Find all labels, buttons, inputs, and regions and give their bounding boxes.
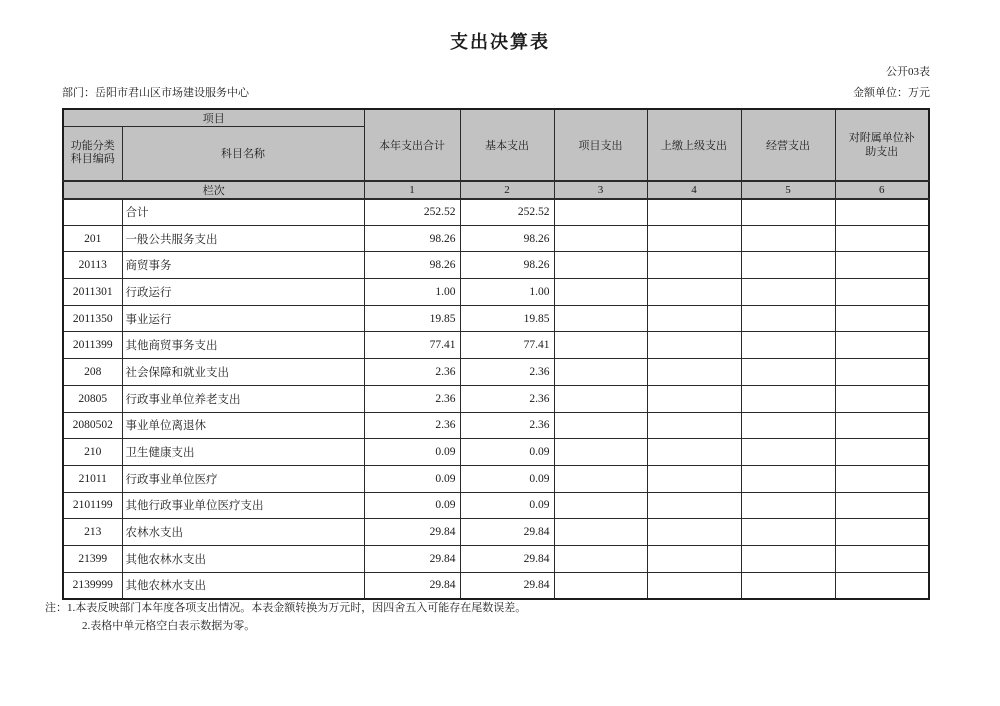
cell-subsidy xyxy=(835,279,929,306)
header-col-subsidy-label: 对附属单位补助支出 xyxy=(848,131,915,158)
cell-subject-name: 其他农林水支出 xyxy=(122,545,364,572)
cell-upper-level xyxy=(647,465,741,492)
cell-operating xyxy=(741,279,835,306)
cell-subject-name: 行政运行 xyxy=(122,279,364,306)
cell-code: 20113 xyxy=(63,252,122,279)
cell-subject-name: 其他农林水支出 xyxy=(122,572,364,599)
table-row xyxy=(63,225,929,252)
cell-subject-name: 合计 xyxy=(122,199,364,226)
table-row xyxy=(63,545,929,572)
cell-basic: 29.84 xyxy=(460,519,554,546)
table-row xyxy=(63,332,929,359)
cell-code: 21399 xyxy=(63,545,122,572)
header-col-upper-level: 上缴上级支出 xyxy=(647,109,741,181)
cell-subsidy xyxy=(835,465,929,492)
cell-basic: 0.09 xyxy=(460,492,554,519)
cell-basic: 77.41 xyxy=(460,332,554,359)
table-row xyxy=(63,279,929,306)
cell-project-exp xyxy=(554,332,647,359)
cell-upper-level xyxy=(647,199,741,226)
cell-project-exp xyxy=(554,572,647,599)
cell-code: 20805 xyxy=(63,385,122,412)
note-line-2: 2.表格中单元格空白表示数据为零。 xyxy=(82,620,256,632)
cell-code: 2011301 xyxy=(63,279,122,306)
cell-year-total: 98.26 xyxy=(364,252,460,279)
cell-basic: 19.85 xyxy=(460,305,554,332)
cell-code: 213 xyxy=(63,519,122,546)
cell-code: 2139999 xyxy=(63,572,122,599)
cell-subsidy xyxy=(835,492,929,519)
cell-operating xyxy=(741,439,835,466)
header-row-project xyxy=(63,109,929,127)
cell-year-total: 0.09 xyxy=(364,439,460,466)
cell-upper-level xyxy=(647,412,741,439)
table-row xyxy=(63,492,929,519)
cell-basic: 0.09 xyxy=(460,465,554,492)
cell-code: 2101199 xyxy=(63,492,122,519)
cell-upper-level xyxy=(647,572,741,599)
cell-basic: 2.36 xyxy=(460,359,554,386)
cell-project-exp xyxy=(554,439,647,466)
cell-year-total: 29.84 xyxy=(364,519,460,546)
cell-upper-level xyxy=(647,439,741,466)
cell-operating xyxy=(741,332,835,359)
header-col-operating: 经营支出 xyxy=(741,109,835,181)
cell-code xyxy=(63,199,122,226)
cell-operating xyxy=(741,492,835,519)
cell-subject-name: 社会保障和就业支出 xyxy=(122,359,364,386)
cell-project-exp xyxy=(554,465,647,492)
cell-subject-name: 行政事业单位医疗 xyxy=(122,465,364,492)
cell-basic: 1.00 xyxy=(460,279,554,306)
table-row xyxy=(63,465,929,492)
cell-year-total: 1.00 xyxy=(364,279,460,306)
header-col-year-total: 本年支出合计 xyxy=(364,109,460,181)
cell-subject-name: 一般公共服务支出 xyxy=(122,225,364,252)
cell-basic: 98.26 xyxy=(460,252,554,279)
table-row-total xyxy=(63,199,929,226)
cell-subject-name: 事业单位离退休 xyxy=(122,412,364,439)
cell-subsidy xyxy=(835,252,929,279)
lanci-col-6: 6 xyxy=(835,181,929,199)
cell-operating xyxy=(741,385,835,412)
cell-code: 201 xyxy=(63,225,122,252)
cell-subsidy xyxy=(835,385,929,412)
cell-subject-name: 其他行政事业单位医疗支出 xyxy=(122,492,364,519)
header-col-project-exp: 项目支出 xyxy=(554,109,647,181)
cell-subsidy xyxy=(835,332,929,359)
cell-year-total: 0.09 xyxy=(364,492,460,519)
lanci-col-3: 3 xyxy=(554,181,647,199)
cell-operating xyxy=(741,252,835,279)
cell-year-total: 0.09 xyxy=(364,465,460,492)
cell-operating xyxy=(741,225,835,252)
cell-subsidy xyxy=(835,412,929,439)
cell-code: 210 xyxy=(63,439,122,466)
lanci-col-4: 4 xyxy=(647,181,741,199)
header-code: 功能分类科目编码 xyxy=(63,127,122,181)
footnotes xyxy=(45,599,960,635)
cell-year-total: 252.52 xyxy=(364,199,460,226)
cell-upper-level xyxy=(647,519,741,546)
cell-basic: 2.36 xyxy=(460,385,554,412)
cell-operating xyxy=(741,359,835,386)
cell-upper-level xyxy=(647,385,741,412)
cell-year-total: 98.26 xyxy=(364,225,460,252)
lanci-col-1: 1 xyxy=(364,181,460,199)
cell-project-exp xyxy=(554,385,647,412)
cell-project-exp xyxy=(554,492,647,519)
header-project-group: 项目 xyxy=(63,109,364,127)
cell-upper-level xyxy=(647,279,741,306)
cell-code: 2080502 xyxy=(63,412,122,439)
header-subject-name: 科目名称 xyxy=(122,127,364,181)
cell-upper-level xyxy=(647,252,741,279)
table-row xyxy=(63,439,929,466)
cell-project-exp xyxy=(554,252,647,279)
lanci-col-5: 5 xyxy=(741,181,835,199)
cell-year-total: 77.41 xyxy=(364,332,460,359)
cell-upper-level xyxy=(647,492,741,519)
cell-subsidy xyxy=(835,439,929,466)
cell-code: 2011399 xyxy=(63,332,122,359)
cell-operating xyxy=(741,519,835,546)
cell-year-total: 2.36 xyxy=(364,412,460,439)
cell-subsidy xyxy=(835,305,929,332)
table-row xyxy=(63,572,929,599)
doc-number: 公开03表 xyxy=(886,66,930,78)
cell-project-exp xyxy=(554,279,647,306)
cell-project-exp xyxy=(554,225,647,252)
cell-code: 2011350 xyxy=(63,305,122,332)
cell-code: 21011 xyxy=(63,465,122,492)
cell-year-total: 19.85 xyxy=(364,305,460,332)
cell-year-total: 29.84 xyxy=(364,545,460,572)
cell-subsidy xyxy=(835,572,929,599)
cell-upper-level xyxy=(647,225,741,252)
cell-operating xyxy=(741,412,835,439)
cell-project-exp xyxy=(554,412,647,439)
cell-basic: 98.26 xyxy=(460,225,554,252)
cell-subsidy xyxy=(835,359,929,386)
cell-basic: 29.84 xyxy=(460,572,554,599)
department-label: 部门：岳阳市君山区市场建设服务中心 xyxy=(62,87,249,99)
cell-year-total: 2.36 xyxy=(364,359,460,386)
meta-row xyxy=(62,84,930,100)
cell-basic: 0.09 xyxy=(460,439,554,466)
cell-operating xyxy=(741,572,835,599)
table-row xyxy=(63,305,929,332)
cell-operating xyxy=(741,545,835,572)
cell-project-exp xyxy=(554,199,647,226)
header-row-lanci xyxy=(63,181,929,199)
unit-label: 金额单位：万元 xyxy=(853,87,930,99)
table-row xyxy=(63,359,929,386)
expenditure-table xyxy=(62,108,930,600)
cell-operating xyxy=(741,465,835,492)
cell-project-exp xyxy=(554,519,647,546)
cell-project-exp xyxy=(554,359,647,386)
cell-subsidy xyxy=(835,519,929,546)
table-row xyxy=(63,412,929,439)
cell-year-total: 2.36 xyxy=(364,385,460,412)
table-row xyxy=(63,252,929,279)
cell-project-exp xyxy=(554,305,647,332)
cell-code: 208 xyxy=(63,359,122,386)
cell-upper-level xyxy=(647,332,741,359)
header-col-subsidy xyxy=(835,109,929,181)
table-row xyxy=(63,519,929,546)
cell-subject-name: 行政事业单位养老支出 xyxy=(122,385,364,412)
cell-subject-name: 事业运行 xyxy=(122,305,364,332)
cell-basic: 2.36 xyxy=(460,412,554,439)
cell-upper-level xyxy=(647,545,741,572)
cell-subsidy xyxy=(835,545,929,572)
cell-operating xyxy=(741,199,835,226)
header-col-basic: 基本支出 xyxy=(460,109,554,181)
cell-subject-name: 商贸事务 xyxy=(122,252,364,279)
lanci-label: 栏次 xyxy=(63,181,364,199)
lanci-col-2: 2 xyxy=(460,181,554,199)
note-line-1: 注：1.本表反映部门本年度各项支出情况。本表金额转换为万元时，因四舍五入可能存在尾数误差。 xyxy=(45,602,527,614)
cell-subject-name: 其他商贸事务支出 xyxy=(122,332,364,359)
cell-basic: 252.52 xyxy=(460,199,554,226)
cell-subject-name: 卫生健康支出 xyxy=(122,439,364,466)
table-row xyxy=(63,385,929,412)
cell-project-exp xyxy=(554,545,647,572)
cell-subsidy xyxy=(835,225,929,252)
cell-subsidy xyxy=(835,199,929,226)
cell-operating xyxy=(741,305,835,332)
cell-subject-name: 农林水支出 xyxy=(122,519,364,546)
cell-year-total: 29.84 xyxy=(364,572,460,599)
page-title: 支出决算表 xyxy=(450,32,550,52)
cell-upper-level xyxy=(647,305,741,332)
cell-basic: 29.84 xyxy=(460,545,554,572)
cell-upper-level xyxy=(647,359,741,386)
